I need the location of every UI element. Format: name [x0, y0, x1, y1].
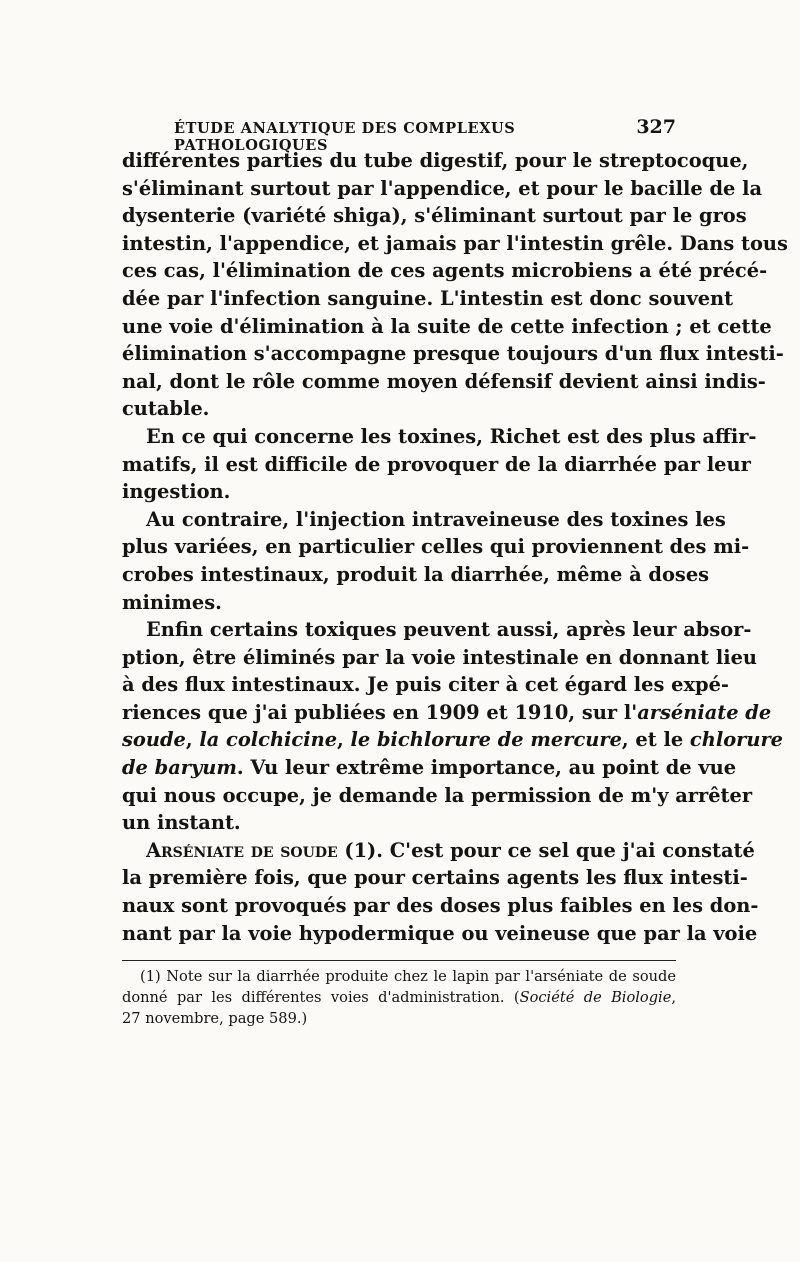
text-line: crobes intestinaux, produit la diarrhée, même à doses: [122, 562, 710, 586]
text-line: nant par la voie hypodermique ou veineuse que par la voie: [122, 921, 758, 945]
text-line: élimination s'accompagne presque toujours d'un flux intesti-: [122, 342, 784, 366]
italic-run: le bichlorure de mercure: [350, 728, 622, 752]
text-line: [122, 699, 772, 727]
text-line: dée par l'infection sanguine. L'intestin est donc souvent: [122, 286, 734, 310]
text-line: à des flux intestinaux. Je puis citer à cet égard les expé-: [122, 673, 729, 697]
text-line: ingestion.: [122, 480, 231, 504]
running-title: ÉTUDE ANALYTIQUE DES COMPLEXUS PATHOLOGIQUES: [174, 120, 516, 154]
text-line: plus variées, en particulier celles qui proviennent des mi-: [122, 535, 750, 559]
text-run: , et le: [621, 728, 690, 752]
paragraph-3: [122, 506, 750, 616]
text-run: ,: [337, 728, 351, 752]
italic-run: la colchicine: [199, 728, 338, 752]
text-line: [122, 726, 783, 754]
text-line: une voie d'élimination à la suite de cette infection ; et cette: [122, 314, 772, 338]
text-line: qui nous occupe, je demande la permission de m'y arrêter: [122, 783, 753, 807]
footnote-line: [122, 987, 676, 1008]
footnote-divider: [122, 960, 676, 961]
text-line: la première fois, que pour certains agents les flux intesti-: [122, 866, 748, 890]
footnote-line: 27 novembre, page 589.): [122, 1010, 308, 1027]
text-line: nal, dont le rôle comme moyen défensif devient ainsi indis-: [122, 369, 766, 393]
text-line: cutable.: [122, 397, 210, 421]
footnote-line: (1) Note sur la diarrhée produite chez le lapin par l'arséniate de soude: [140, 968, 676, 985]
italic-run: Société de Biologie: [519, 989, 672, 1006]
italic-run: de baryum: [122, 756, 237, 780]
text-line: En ce qui concerne les toxines, Richet est des plus affir-: [146, 424, 757, 448]
text-line: ces cas, l'élimination de ces agents microbiens a été précé-: [122, 259, 768, 283]
section-heading: Arséniate de soude: [146, 838, 338, 862]
text-line: [122, 837, 755, 865]
text-line: ption, être éliminés par la voie intestinale en donnant lieu: [122, 645, 758, 669]
text-line: un instant.: [122, 811, 241, 835]
italic-run: chlorure: [689, 728, 783, 752]
page-number: 327: [636, 116, 676, 138]
text-run: ,: [671, 989, 677, 1006]
book-page: [120, 0, 788, 1262]
text-run: ,: [185, 728, 200, 752]
text-run: donné par les différentes voies d'administration. (: [122, 989, 520, 1006]
text-line: Enfin certains toxiques peuvent aussi, après leur absor-: [146, 618, 752, 642]
paragraph-2: [122, 423, 757, 506]
text-line: intestin, l'appendice, et jamais par l'intestin grêle. Dans tous: [122, 231, 788, 255]
text-line: Au contraire, l'injection intraveineuse des toxines les: [146, 507, 726, 531]
paragraph-4: [122, 616, 783, 837]
text-line: naux sont provoqués par des doses plus faibles en les don-: [122, 894, 759, 918]
text-run: . Vu leur extrême importance, au point de vue: [236, 756, 737, 780]
paragraph-5: [122, 837, 759, 947]
text-line: différentes parties du tube digestif, pour le streptocoque,: [122, 149, 749, 172]
italic-run: arséniate de: [637, 700, 772, 724]
paragraph-1: [122, 147, 788, 423]
main-text: [122, 147, 788, 947]
text-line: s'éliminant surtout par l'appendice, et pour le bacille de la: [122, 176, 763, 200]
text-line: matifs, il est difficile de provoquer de la diarrhée par leur: [122, 452, 751, 476]
footnote: [122, 966, 676, 1029]
text-line: minimes.: [122, 590, 222, 614]
footnote-reference: (1): [337, 838, 377, 862]
text-run: . C'est pour ce sel que j'ai constaté: [376, 838, 755, 862]
text-run: riences que j'ai publiées en 1909 et 1910, sur l': [122, 700, 638, 724]
text-line: dysenterie (variété shiga), s'éliminant surtout par le gros: [122, 204, 747, 228]
italic-run: soude: [122, 728, 186, 752]
text-line: [122, 754, 737, 782]
